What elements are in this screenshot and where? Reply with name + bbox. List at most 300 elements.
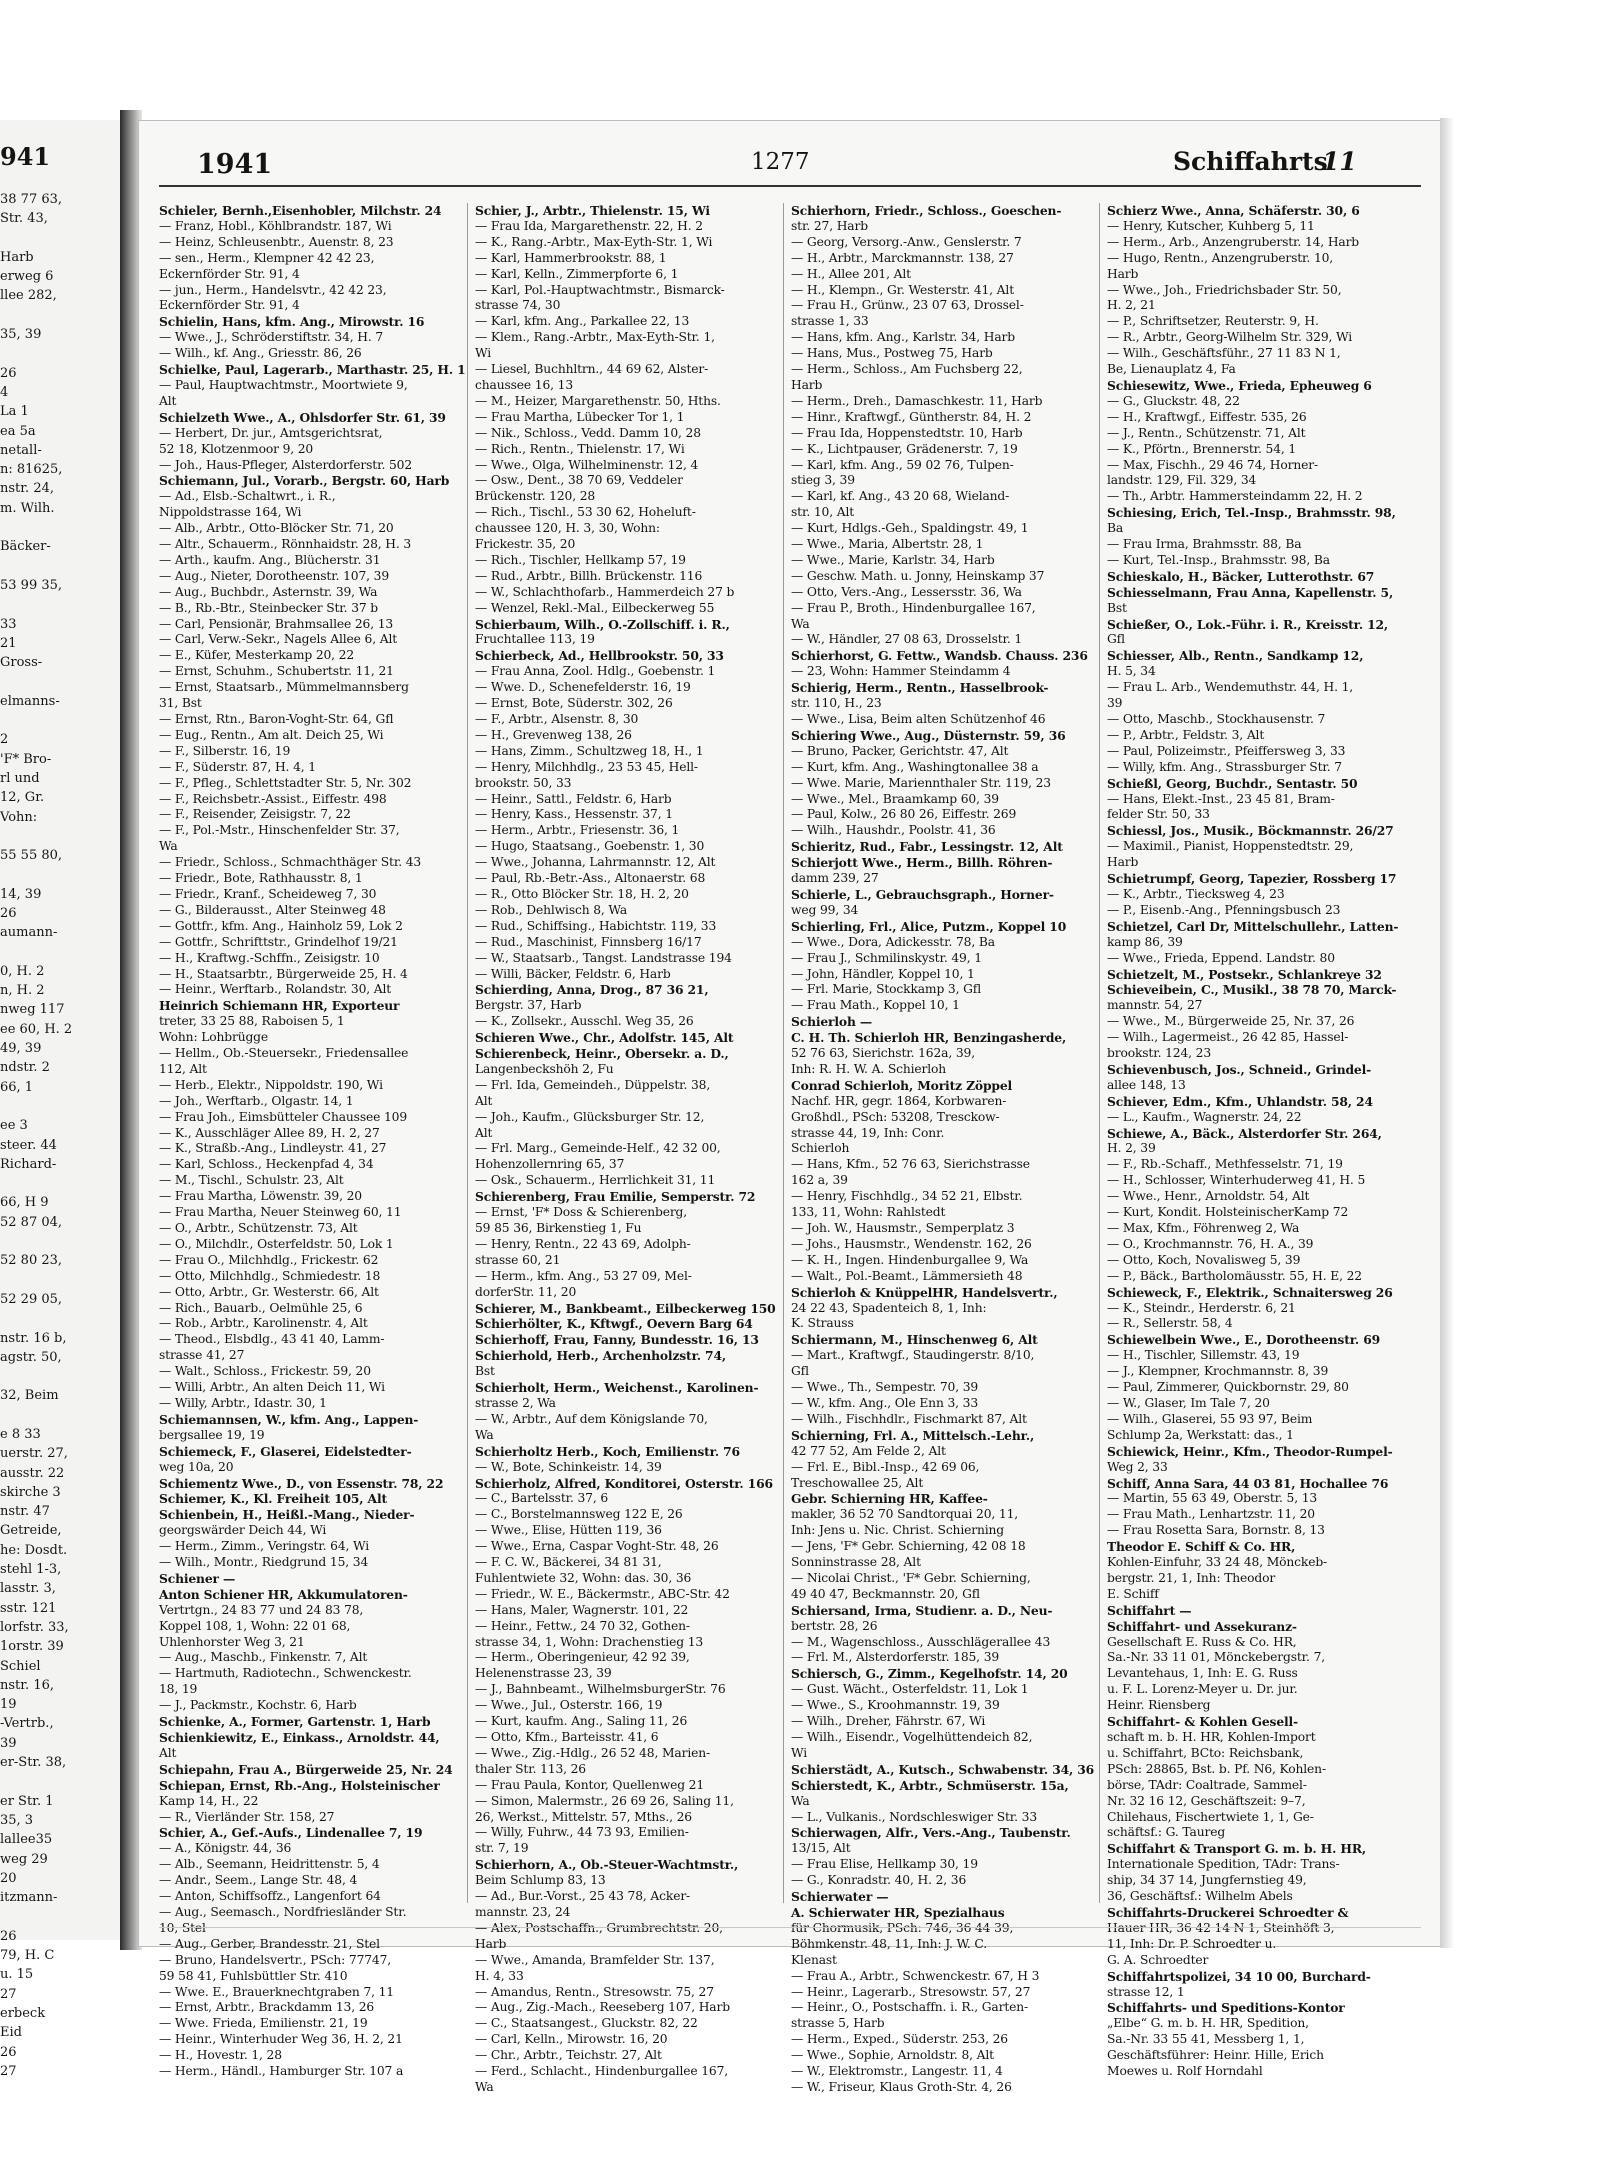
- directory-entry: — F., Pfleg., Schlettstadter Str. 5, Nr. 302: [159, 775, 412, 790]
- header-rule: [159, 185, 1421, 187]
- previous-page-line: 52 87 04,: [0, 1214, 63, 1230]
- directory-entry: — Carl, Kelln., Mirowstr. 16, 20: [475, 2032, 668, 2047]
- directory-entry: Eckernförder Str. 91, 4: [159, 298, 300, 313]
- directory-entry: — Wwe. Marie, Mariennthaler Str. 119, 23: [791, 775, 1051, 790]
- directory-entry: — Paul, Polizeimstr., Pfeiffersweg 3, 33: [1107, 743, 1346, 758]
- directory-entry: Geschäftsführer: Heinr. Hille, Erich: [1107, 2048, 1324, 2063]
- directory-entry: — Herbert, Dr. jur., Amtsgerichtsrat,: [159, 425, 383, 440]
- directory-entry: — F., Rb.-Schaff., Methfesselstr. 71, 19: [1107, 1157, 1343, 1172]
- directory-entry: — K., Straßb.-Ang., Lindleystr. 41, 27: [159, 1141, 387, 1156]
- previous-page-line: -Vertrb.,: [0, 1716, 54, 1732]
- directory-entry: Schiemannsen, W., kfm. Ang., Lappen-: [159, 1411, 419, 1427]
- previous-page-line: Getreide,: [0, 1523, 62, 1539]
- directory-entry: [1107, 1921, 1409, 1937]
- directory-entry: — Karl, Schloss., Heckenpfad 4, 34: [159, 1157, 374, 1172]
- directory-entry: — Heinr., Werftarb., Rolandstr. 30, Alt: [159, 982, 392, 997]
- directory-entry: Gebr. Schierning HR, Kaffee-: [791, 1491, 988, 1507]
- directory-entry: — Rob., Dehlwisch 8, Wa: [475, 902, 628, 917]
- directory-entry: Schiewe, A., Bäck., Alsterdorfer Str. 264,: [1107, 1125, 1382, 1141]
- directory-entry: Alt: [159, 1745, 177, 1760]
- directory-entry: — Kurt, kfm. Ang., Washingtonallee 38 a: [791, 759, 1039, 774]
- directory-entry: — Wwe., Henr., Arnoldstr. 54, Alt: [1107, 1189, 1310, 1204]
- previous-page-line: 35, 3: [0, 1812, 34, 1828]
- directory-entry: 42 77 52, Am Felde 2, Alt: [791, 1443, 946, 1458]
- page-header: [139, 121, 1441, 185]
- directory-entry: strasse 34, 1, Wohn: Drachenstieg 13: [475, 1634, 704, 1649]
- directory-entry: K. Strauss: [791, 1316, 854, 1331]
- directory-entry: H. 2, 21: [1107, 298, 1156, 313]
- directory-entry: Frickestr. 35, 20: [475, 537, 576, 552]
- directory-entry: — Frau O., Milchhdlg., Frickestr. 62: [159, 1252, 379, 1267]
- directory-entry: Schierenberg, Frau Emilie, Semperstr. 72: [475, 1189, 756, 1205]
- directory-entry: — P., Eisenb.-Ang., Pfenningsbusch 23: [1107, 902, 1341, 917]
- directory-entry: Wa: [791, 616, 810, 631]
- directory-entry: — Frau Martha, Löwenstr. 39, 20: [159, 1189, 362, 1204]
- directory-entry: — Johs., Hausmstr., Wendenstr. 162, 26: [791, 1236, 1032, 1251]
- directory-entry: landstr. 129, Fil. 329, 34: [1107, 473, 1257, 488]
- directory-entry: 31, Bst: [159, 696, 202, 711]
- directory-entry: Schiemann, Jul., Vorarb., Bergstr. 60, Harb: [159, 473, 450, 489]
- directory-entry: — Georg, Versorg.-Anw., Genslerstr. 7: [791, 234, 1022, 249]
- directory-entry: — Wilh., Lagermeist., 26 42 85, Hassel-: [1107, 1030, 1349, 1045]
- directory-entry: — Herm., Oberingenieur, 42 92 39,: [475, 1650, 690, 1665]
- previous-page-line: u. 15: [0, 1967, 34, 1983]
- directory-entry: — Kurt, Kondit. HolsteinischerKamp 72: [1107, 1205, 1349, 1220]
- directory-entry: — R., Otto Blöcker Str. 18, H. 2, 20: [475, 886, 689, 901]
- directory-entry: Schienbein, H., Heißl.-Mang., Nieder-: [159, 1507, 415, 1523]
- directory-entry: [159, 1921, 461, 1937]
- directory-entry: — Ernst, Arbtr., Brackdamm 13, 26: [159, 2000, 375, 2015]
- directory-entry: — Henry, Kutscher, Kuhberg 5, 11: [1107, 218, 1315, 233]
- directory-entry: — Rich., Bauarb., Oelmühle 25, 6: [159, 1300, 363, 1315]
- directory-entry: — Wwe., Olga, Wilhelminenstr. 12, 4: [475, 457, 699, 472]
- directory-entry: Schiffahrt- & Kohlen Gesell-: [1107, 1714, 1298, 1730]
- directory-entry: — W., Bote, Schinkeistr. 14, 39: [475, 1459, 662, 1474]
- directory-entry: Großhdl., PSch: 53208, Tresckow-: [791, 1109, 1000, 1124]
- directory-entry: — Hans, Elekt.-Inst., 23 45 81, Bram-: [1107, 791, 1335, 806]
- previous-page-line: agstr. 50,: [0, 1349, 62, 1365]
- previous-page-line: 27: [0, 2063, 17, 2079]
- directory-entry: Kamp 14, H., 22: [159, 1793, 259, 1808]
- directory-entry: — Henry, Rentn., 22 43 69, Adolph-: [475, 1236, 691, 1251]
- directory-entry: 52 76 63, Sierichstr. 162a, 39,: [791, 1046, 975, 1061]
- directory-entry: — Maximil., Pianist, Hoppenstedtstr. 29,: [1107, 839, 1354, 854]
- directory-entry: schaft m. b. H. HR, Kohlen-Import: [1107, 1730, 1316, 1744]
- previous-page-line: llee 282,: [0, 288, 57, 304]
- directory-entry: georgswärder Deich 44, Wi: [159, 1523, 327, 1538]
- previous-page-line: sstr. 121: [0, 1600, 57, 1616]
- previous-page-line: n: 81625,: [0, 462, 63, 478]
- directory-entry: — O., Milchdlr., Osterfeldstr. 50, Lok 1: [159, 1236, 394, 1251]
- directory-entry: Schiffahrts-Druckerei Schroedter &: [1107, 1904, 1349, 1920]
- page-number: 1277: [751, 149, 810, 175]
- directory-entry: — Paul, Rb.-Betr.-Ass., Altonaerstr. 68: [475, 871, 706, 886]
- directory-entry: Schietzelt, M., Postsekr., Schlankreye 32: [1107, 966, 1382, 982]
- directory-entry: Schießer, O., Lok.-Führ. i. R., Kreisstr. 12,: [1107, 616, 1389, 632]
- directory-entry: — H., Kraftwgf., Eiffestr. 535, 26: [1107, 409, 1307, 424]
- directory-entry: — Nik., Schloss., Vedd. Damm 10, 28: [475, 425, 701, 440]
- directory-entry: — Gust. Wächt., Osterfeldstr. 11, Lok 1: [791, 1682, 1029, 1697]
- directory-entry: — Herm., Schloss., Am Fuchsberg 22,: [791, 362, 1023, 377]
- directory-entry: Klenast: [791, 1952, 837, 1967]
- directory-entry: — Wwe., Frieda, Eppend. Landstr. 80: [1107, 950, 1335, 965]
- directory-entry: „Elbe“ G. m. b. H. HR, Spedition,: [1107, 2016, 1309, 2031]
- directory-entry: — Max, Kfm., Föhrenweg 2, Wa: [1107, 1221, 1300, 1235]
- previous-page-line: ndstr. 2: [0, 1060, 50, 1076]
- directory-entry: — Bruno, Packer, Gerichtstr. 47, Alt: [791, 743, 1009, 758]
- directory-entry: — W., Friseur, Klaus Groth-Str. 4, 26: [791, 2079, 1012, 2094]
- directory-entry: 24 22 43, Spadenteich 8, 1, Inh:: [791, 1300, 987, 1315]
- directory-entry: Schielin, Hans, kfm. Ang., Mirowstr. 16: [159, 314, 425, 330]
- directory-entry: — Rud., Arbtr., Billh. Brückenstr. 116: [475, 568, 703, 583]
- directory-entry: — Rob., Arbtr., Karolinenstr. 4, Alt: [159, 1316, 368, 1331]
- directory-entry: — Frau Irma, Brahmsstr. 88, Ba: [1107, 537, 1302, 552]
- previous-page-line: weg 29: [0, 1851, 48, 1867]
- directory-entry: — Herb., Elektr., Nippoldstr. 190, Wi: [159, 1077, 383, 1092]
- directory-entry: — Herm., Zimm., Veringstr. 64, Wi: [159, 1539, 370, 1554]
- directory-entry: — Herm., Arb., Anzengruberstr. 14, Harb: [1107, 234, 1360, 249]
- directory-entry: felder Str. 50, 33: [1107, 807, 1210, 822]
- directory-entry: — Karl, Hammerbrookstr. 88, 1: [475, 250, 667, 265]
- directory-entry: weg 99, 34: [791, 902, 859, 917]
- directory-entry: — Ernst, Schuhm., Schubertstr. 11, 21: [159, 664, 394, 679]
- directory-entry: Langenbeckshöh 2, Fu: [475, 1061, 614, 1076]
- previous-page-line: ausstr. 22: [0, 1465, 65, 1481]
- directory-entry: — Willi, Arbtr., An alten Deich 11, Wi: [159, 1380, 385, 1395]
- directory-entry: — G., Konradstr. 40, H. 2, 36: [791, 1873, 967, 1888]
- directory-entry: Schiersch, G., Zimm., Kegelhofstr. 14, 20: [791, 1666, 1068, 1682]
- directory-entry: Gesellschaft E. Russ & Co. HR,: [1107, 1634, 1297, 1649]
- previous-page-line: [0, 711, 72, 730]
- directory-entry: Schiermann, M., Hinschenweg 6, Alt: [791, 1332, 1038, 1348]
- directory-entry: — M., Tischl., Schulstr. 23, Alt: [159, 1173, 344, 1188]
- previous-page-line: 26: [0, 905, 17, 921]
- directory-entry: Bst: [475, 1364, 495, 1379]
- section-number: 11: [1322, 147, 1357, 176]
- previous-page-text: [0, 190, 72, 2081]
- directory-entry: Böhmkenstr. 48, 11, Inh: J. W. C.: [791, 1936, 987, 1951]
- directory-entry: Schievenbusch, Jos., Schneid., Grindel-: [1107, 1061, 1372, 1077]
- directory-entry: — Wwe., Amanda, Bramfelder Str. 137,: [475, 1952, 715, 1967]
- directory-entry: — Hans, kfm. Ang., Karlstr. 34, Harb: [791, 330, 1015, 345]
- directory-entry: — Bruno, Handelsvertr., PSch: 77747,: [159, 1952, 392, 1967]
- previous-page-line: 38 77 63,: [0, 192, 63, 207]
- directory-entry: — C., Staatsangest., Gluckstr. 82, 22: [475, 2016, 698, 2031]
- directory-entry: 11, Inh: Dr. P. Schroedter u.: [1107, 1936, 1277, 1951]
- directory-entry: — Otto, Kfm., Barteisstr. 41, 6: [475, 1730, 659, 1744]
- directory-entry: — Frl. Marie, Stockkamp 3, Gfl: [791, 982, 981, 997]
- directory-entry: Schier, A., Gef.-Aufs., Lindenallee 7, 19: [159, 1825, 423, 1841]
- directory-entry: Schielzeth Wwe., A., Ohlsdorfer Str. 61, 39: [159, 409, 446, 425]
- directory-entry: — Karl, kfm. Ang., 59 02 76, Tulpen-: [791, 457, 1014, 472]
- directory-entry: — Klem., Rang.-Arbtr., Max-Eyth-Str. 1,: [475, 330, 715, 345]
- directory-entry: Schiesewitz, Wwe., Frieda, Epheuweg 6: [1107, 377, 1372, 393]
- directory-entry: Schiener —: [159, 1570, 236, 1586]
- previous-page-line: 26: [0, 2044, 17, 2060]
- directory-column-1: [159, 203, 466, 2079]
- directory-entry: 18, 19: [159, 1682, 198, 1697]
- directory-entry: — Ernst, Bote, Süderstr. 302, 26: [475, 696, 673, 711]
- directory-entry: — H., Kraftwg.-Schffn., Zeisigstr. 10: [159, 950, 380, 965]
- directory-entry: Schierhoff, Frau, Fanny, Bundesstr. 16, 13: [475, 1332, 759, 1348]
- previous-page-line: 12, Gr.: [0, 790, 45, 806]
- page-bottom-edge: [159, 1927, 1421, 1928]
- directory-entry: Schiever, Edm., Kfm., Uhlandstr. 58, 24: [1107, 1093, 1373, 1109]
- directory-entry: Schiffahrt —: [1107, 1602, 1192, 1618]
- directory-entry: — J., Rentn., Schützenstr. 71, Alt: [1107, 425, 1306, 440]
- directory-entry: Harb: [475, 1936, 507, 1951]
- directory-entry: u. F. L. Lorenz-Meyer u. Dr. jur.: [1107, 1682, 1298, 1697]
- directory-column-2: [475, 203, 777, 2094]
- directory-entry: — sen., Herm., Klempner 42 42 23,: [159, 250, 375, 265]
- directory-entry: Wa: [159, 839, 178, 854]
- directory-entry: — Wwe., Sophie, Arnoldstr. 8, Alt: [791, 2048, 994, 2063]
- directory-entry: [791, 1921, 1093, 1937]
- directory-entry: Schierling, Frl., Alice, Putzm., Koppel 10: [791, 918, 1067, 934]
- directory-entry: — Frau A., Arbtr., Schwenckestr. 67, H 3: [791, 1968, 1040, 1983]
- directory-entry: — Aug., Nieter, Dorotheenstr. 107, 39: [159, 568, 389, 583]
- previous-page-line: Harb: [0, 249, 34, 265]
- directory-entry: — H., Allee 201, Alt: [791, 266, 911, 281]
- directory-entry: — Hans, Kfm., 52 76 63, Sierichstrasse: [791, 1157, 1030, 1172]
- directory-entry: Gfl: [1107, 632, 1125, 647]
- directory-entry: Schiersand, Irma, Studienr. a. D., Neu-: [791, 1602, 1053, 1618]
- directory-entry: Schietzel, Carl Dr, Mittelschullehr., Latten-: [1107, 918, 1399, 934]
- directory-entry: — Wilh., Dreher, Fährstr. 67, Wi: [791, 1714, 986, 1729]
- directory-entry: Nachf. HR, gegr. 1864, Korbwaren-: [791, 1093, 1007, 1108]
- previous-page-line: netall-: [0, 442, 42, 458]
- directory-entry: strasse 2, Wa: [475, 1395, 556, 1410]
- directory-entry: Sa.-Nr. 33 11 01, Mönckebergstr. 7,: [1107, 1650, 1326, 1665]
- previous-page-line: 39: [0, 1735, 17, 1751]
- directory-entry: Schierstädt, A., Kutsch., Schwabenstr. 34, 36: [791, 1761, 1095, 1777]
- directory-entry: Sonninstrasse 28, Alt: [791, 1555, 921, 1570]
- directory-entry: — W., Staatsarb., Tangst. Landstrasse 194: [475, 950, 732, 965]
- directory-entry: — Frau Anna, Zool. Hdlg., Goebenstr. 1: [475, 664, 716, 679]
- directory-entry: Schierloh: [791, 1141, 850, 1156]
- directory-entry: — Henry, Milchhdlg., 23 53 45, Hell-: [475, 759, 698, 774]
- previous-page-line: 1orstr. 39: [0, 1639, 64, 1655]
- directory-entry: Gfl: [791, 1364, 809, 1379]
- directory-entry: mannstr. 54, 27: [1107, 998, 1203, 1013]
- previous-page-line: [0, 1772, 72, 1791]
- directory-entry: — Frau Math., Lenhartzstr. 11, 20: [1107, 1507, 1315, 1522]
- directory-entry: — Heinr., Fettw., 24 70 32, Gothen-: [475, 1618, 690, 1633]
- previous-page-line: [0, 518, 72, 537]
- directory-entry: Schiesing, Erich, Tel.-Insp., Brahmsstr. 98,: [1107, 505, 1396, 521]
- previous-page-line: 35, 39: [0, 327, 42, 343]
- running-year: 1941: [197, 149, 273, 180]
- directory-entry: — Ernst, 'F* Doss & Schierenberg,: [475, 1205, 688, 1220]
- previous-page-line: lallee35: [0, 1832, 53, 1848]
- directory-entry: — Mart., Kraftwgf., Staudingerstr. 8/10,: [791, 1348, 1035, 1363]
- column-divider: [467, 203, 468, 1903]
- previous-page-line: 52 80 23,: [0, 1253, 63, 1269]
- directory-entry: — Hartmuth, Radiotechn., Schwenckestr.: [159, 1666, 412, 1681]
- directory-entry: — Heinz, Schleusenbtr., Auenstr. 8, 23: [159, 234, 394, 249]
- previous-page-line: [0, 672, 72, 691]
- directory-entry: — F., Süderstr. 87, H. 4, 1: [159, 759, 316, 774]
- directory-entry: — Frl. E., Bibl.-Insp., 42 69 06,: [791, 1459, 980, 1474]
- directory-entry: Be, Lienauplatz 4, Fa: [1107, 362, 1236, 377]
- directory-entry: — Gottfr., Schrifttstr., Grindelhof 19/21: [159, 934, 398, 949]
- directory-entry: Schieritz, Rud., Fabr., Lessingstr. 12, Alt: [791, 839, 1063, 855]
- directory-entry: — Kurt, Hdlgs.-Geh., Spaldingstr. 49, 1: [791, 521, 1029, 536]
- directory-entry: Schierz Wwe., Anna, Schäferstr. 30, 6: [1107, 203, 1360, 218]
- directory-entry: — Wilh., Glaserei, 55 93 97, Beim: [1107, 1411, 1313, 1426]
- directory-entry: Schierwagen, Alfr., Vers.-Ang., Taubenstr.: [791, 1825, 1071, 1841]
- directory-entry: — H., Grevenweg 138, 26: [475, 727, 632, 742]
- directory-entry: Schiepan, Ernst, Rb.-Ang., Holsteinischer: [159, 1777, 440, 1793]
- directory-entry: — Henry, Fischhdlg., 34 52 21, Elbstr.: [791, 1189, 1023, 1204]
- directory-entry: — Frau Paula, Kontor, Quellenweg 21: [475, 1777, 705, 1792]
- directory-entry: Wa: [475, 2079, 494, 2094]
- directory-entry: Schierle, L., Gebrauchsgraph., Horner-: [791, 886, 1054, 902]
- directory-entry: — Rich., Tischler, Hellkamp 57, 19: [475, 552, 686, 567]
- directory-entry: — Frau Ida, Margarethenstr. 22, H. 2: [475, 218, 703, 233]
- directory-entry: — Friedr., Kranf., Scheideweg 7, 30: [159, 886, 377, 901]
- directory-entry: Uhlenhorster Weg 3, 21: [159, 1634, 305, 1649]
- directory-entry: — Arth., kaufm. Ang., Blücherstr. 31: [159, 552, 381, 567]
- directory-entry: — Otto, Vers.-Ang., Lessersstr. 36, Wa: [791, 584, 1022, 599]
- directory-entry: Harb: [1107, 855, 1139, 870]
- directory-entry: — F., Reisender, Zeisigstr. 7, 22: [159, 807, 351, 822]
- directory-entry: strasse 74, 30: [475, 298, 561, 313]
- directory-entry: Schierholt, Herm., Weichenst., Karolinen-: [475, 1380, 759, 1396]
- previous-page-line: nstr. 24,: [0, 481, 54, 497]
- previous-page-line: nstr. 16,: [0, 1677, 54, 1693]
- previous-page-line: lasstr. 3,: [0, 1581, 56, 1597]
- directory-entry: strasse 44, 19, Inh: Conr.: [791, 1125, 945, 1140]
- directory-entry: Alt: [159, 393, 177, 408]
- previous-page-line: [0, 827, 72, 846]
- directory-entry: Fuhlentwiete 32, Wohn: das. 30, 36: [475, 1570, 692, 1585]
- directory-entry: — Kurt, kaufm. Ang., Saling 11, 26: [475, 1714, 688, 1729]
- directory-entry: H. 2, 39: [1107, 1141, 1156, 1156]
- directory-entry: — Rich., Tischl., 53 30 62, Hoheluft-: [475, 505, 696, 520]
- directory-entry: — Hellm., Ob.-Steuersekr., Friedensallee: [159, 1046, 409, 1061]
- directory-entry: — K. H., Ingen. Hindenburgallee 9, Wa: [791, 1252, 1029, 1267]
- previous-page-line: nstr. 47: [0, 1504, 50, 1520]
- directory-entry: — Anton, Schiffsoffz., Langenfort 64: [159, 1889, 381, 1904]
- previous-page-line: 20: [0, 1870, 17, 1886]
- directory-entry: — Franz, Hobl., Köhlbrandstr. 187, Wi: [159, 218, 392, 233]
- directory-entry: Harb: [1107, 266, 1139, 281]
- directory-entry: — Rud., Maschinist, Finnsberg 16/17: [475, 934, 702, 949]
- previous-page-line: [0, 1271, 72, 1290]
- page-edge-shadow: [1440, 118, 1454, 1948]
- directory-entry: — Paul, Kolw., 26 80 26, Eiffestr. 269: [791, 807, 1017, 822]
- directory-entry: — Frau Math., Koppel 10, 1: [791, 998, 960, 1013]
- directory-entry: Weg 2, 33: [1107, 1459, 1168, 1474]
- directory-entry: 162 a, 39: [791, 1173, 848, 1188]
- directory-entry: — Walt., Schloss., Frickestr. 59, 20: [159, 1364, 371, 1379]
- directory-entry: — K., Arbtr., Tiecksweg 4, 23: [1107, 886, 1285, 901]
- directory-entry: — G., Gluckstr. 48, 22: [1107, 393, 1240, 408]
- previous-page-line: er Str. 1: [0, 1793, 54, 1809]
- directory-entry: str. 27, Harb: [791, 218, 868, 233]
- previous-page-line: [0, 865, 72, 884]
- previous-page-line: 2: [0, 732, 9, 748]
- directory-entry: Schierhorn, A., Ob.-Steuer-Wachtmstr.,: [475, 1857, 739, 1873]
- previous-page-line: [0, 1367, 72, 1386]
- directory-entry: Vertrtgn., 24 83 77 und 24 83 78,: [159, 1602, 364, 1617]
- directory-entry: Internationale Spedition, TAdr: Trans-: [1107, 1857, 1340, 1872]
- directory-entry: Schierholtz Herb., Koch, Emilienstr. 76: [475, 1443, 740, 1459]
- directory-entry: — Ernst, Rtn., Baron-Voght-Str. 64, Gfl: [159, 712, 394, 726]
- directory-entry: — K., Ausschläger Allee 89, H. 2, 27: [159, 1125, 380, 1140]
- directory-entry: str. 10, Alt: [791, 505, 855, 520]
- directory-entry: Schierning, Frl. A., Mittelsch.-Lehr.,: [791, 1427, 1035, 1443]
- directory-entry: — F., Silberstr. 16, 19: [159, 743, 291, 758]
- directory-entry: Alt: [475, 1125, 493, 1140]
- directory-entry: — Frau Martha, Neuer Steinweg 60, 11: [159, 1205, 402, 1220]
- directory-entry: — Wwe., Marie, Karlstr. 34, Harb: [791, 552, 995, 567]
- directory-entry: — Jens, 'F* Gebr. Schierning, 42 08 18: [791, 1539, 1026, 1554]
- directory-entry: — Aug., Zig.-Mach., Reeseberg 107, Harb: [475, 2000, 730, 2015]
- directory-entry: — Wwe., J., Schröderstiftstr. 34, H. 7: [159, 330, 384, 345]
- previous-page-line: nweg 117: [0, 1002, 65, 1018]
- directory-entry: — Willy, kfm. Ang., Strassburger Str. 7: [1107, 759, 1342, 774]
- directory-entry: — Otto, Milchhdlg., Schmiedestr. 18: [159, 1268, 381, 1283]
- directory-entry: — F., Arbtr., Alsenstr. 8, 30: [475, 712, 639, 726]
- directory-entry: — Osw., Dent., 38 70 69, Veddeler: [475, 473, 683, 488]
- directory-entry: G. A. Schroedter: [1107, 1952, 1209, 1967]
- directory-entry: — Nicolai Christ., 'F* Gebr. Schierning,: [791, 1570, 1031, 1585]
- directory-entry: E. Schiff: [1107, 1586, 1159, 1601]
- directory-entry: 59 58 41, Fuhlsbüttler Str. 410: [159, 1968, 348, 1983]
- directory-entry: — Walt., Pol.-Beamt., Lämmersieth 48: [791, 1268, 1023, 1283]
- directory-entry: treter, 33 25 88, Raboisen 5, 1: [159, 1014, 345, 1029]
- previous-page-line: 52 29 05,: [0, 1291, 63, 1307]
- previous-page-line: Vohn:: [0, 809, 38, 825]
- previous-page-line: 32, Beim: [0, 1388, 59, 1404]
- directory-entry: Schierig, Herm., Rentn., Hasselbrook-: [791, 680, 1049, 696]
- directory-entry: — Alb., Seemann, Heidrittenstr. 5, 4: [159, 1857, 380, 1872]
- directory-entry: — Frau Martha, Lübecker Tor 1, 1: [475, 409, 685, 424]
- directory-entry: — Henry, Kass., Hessenstr. 37, 1: [475, 807, 673, 822]
- previous-page-line: Bäcker-: [0, 539, 51, 555]
- previous-page-line: Schiel: [0, 1658, 41, 1674]
- directory-entry: Schienkiewitz, E., Einkass., Arnoldstr. 44,: [159, 1730, 440, 1745]
- directory-entry: — Heinr., Winterhuder Weg 36, H. 2, 21: [159, 2032, 403, 2047]
- directory-entry: — Liesel, Buchhltrn., 44 69 62, Alster-: [475, 362, 709, 377]
- directory-entry: — J., Klempner, Krochmannstr. 8, 39: [1107, 1364, 1329, 1379]
- directory-entry: — Osk., Schauerm., Herrlichkeit 31, 11: [475, 1173, 716, 1188]
- previous-page-line: [0, 344, 72, 363]
- directory-entry: Wa: [791, 1793, 810, 1808]
- directory-entry: Schielke, Paul, Lagerarb., Marthastr. 25, H. 1: [159, 362, 466, 378]
- directory-entry: Schietrumpf, Georg, Tapezier, Rossberg 17: [1107, 871, 1397, 887]
- previous-page-line: ee 60, H. 2: [0, 1021, 73, 1037]
- directory-entry: bertstr. 28, 26: [791, 1618, 878, 1633]
- directory-entry: — Wwe., Joh., Friedrichsbader Str. 50,: [1107, 282, 1342, 297]
- directory-entry: Schieren Wwe., Chr., Adolfstr. 145, Alt: [475, 1030, 734, 1046]
- directory-entry: 59 85 36, Birkenstieg 1, Fu: [475, 1221, 642, 1235]
- directory-entry: — Joh., Werftarb., Olgastr. 14, 1: [159, 1093, 354, 1108]
- previous-page-line: lorfstr. 33,: [0, 1619, 69, 1635]
- directory-entry: str. 110, H., 23: [791, 696, 882, 711]
- directory-entry: — K., Pförtn., Brennerstr. 54, 1: [1107, 441, 1297, 456]
- directory-entry: [475, 1921, 777, 1937]
- directory-entry: Wa: [475, 1427, 494, 1442]
- previous-page-line: Richard-: [0, 1156, 57, 1172]
- directory-entry: — 23, Wohn: Hammer Steindamm 4: [791, 664, 1011, 679]
- previous-page-line: itzmann-: [0, 1890, 58, 1906]
- directory-entry: — Herm., Dreh., Damaschkestr. 11, Harb: [791, 393, 1043, 408]
- directory-entry: Schierbaum, Wilh., O.-Zollschiff. i. R.,: [475, 616, 730, 632]
- directory-entry: — Wwe., Th., Sempestr. 70, 39: [791, 1380, 979, 1395]
